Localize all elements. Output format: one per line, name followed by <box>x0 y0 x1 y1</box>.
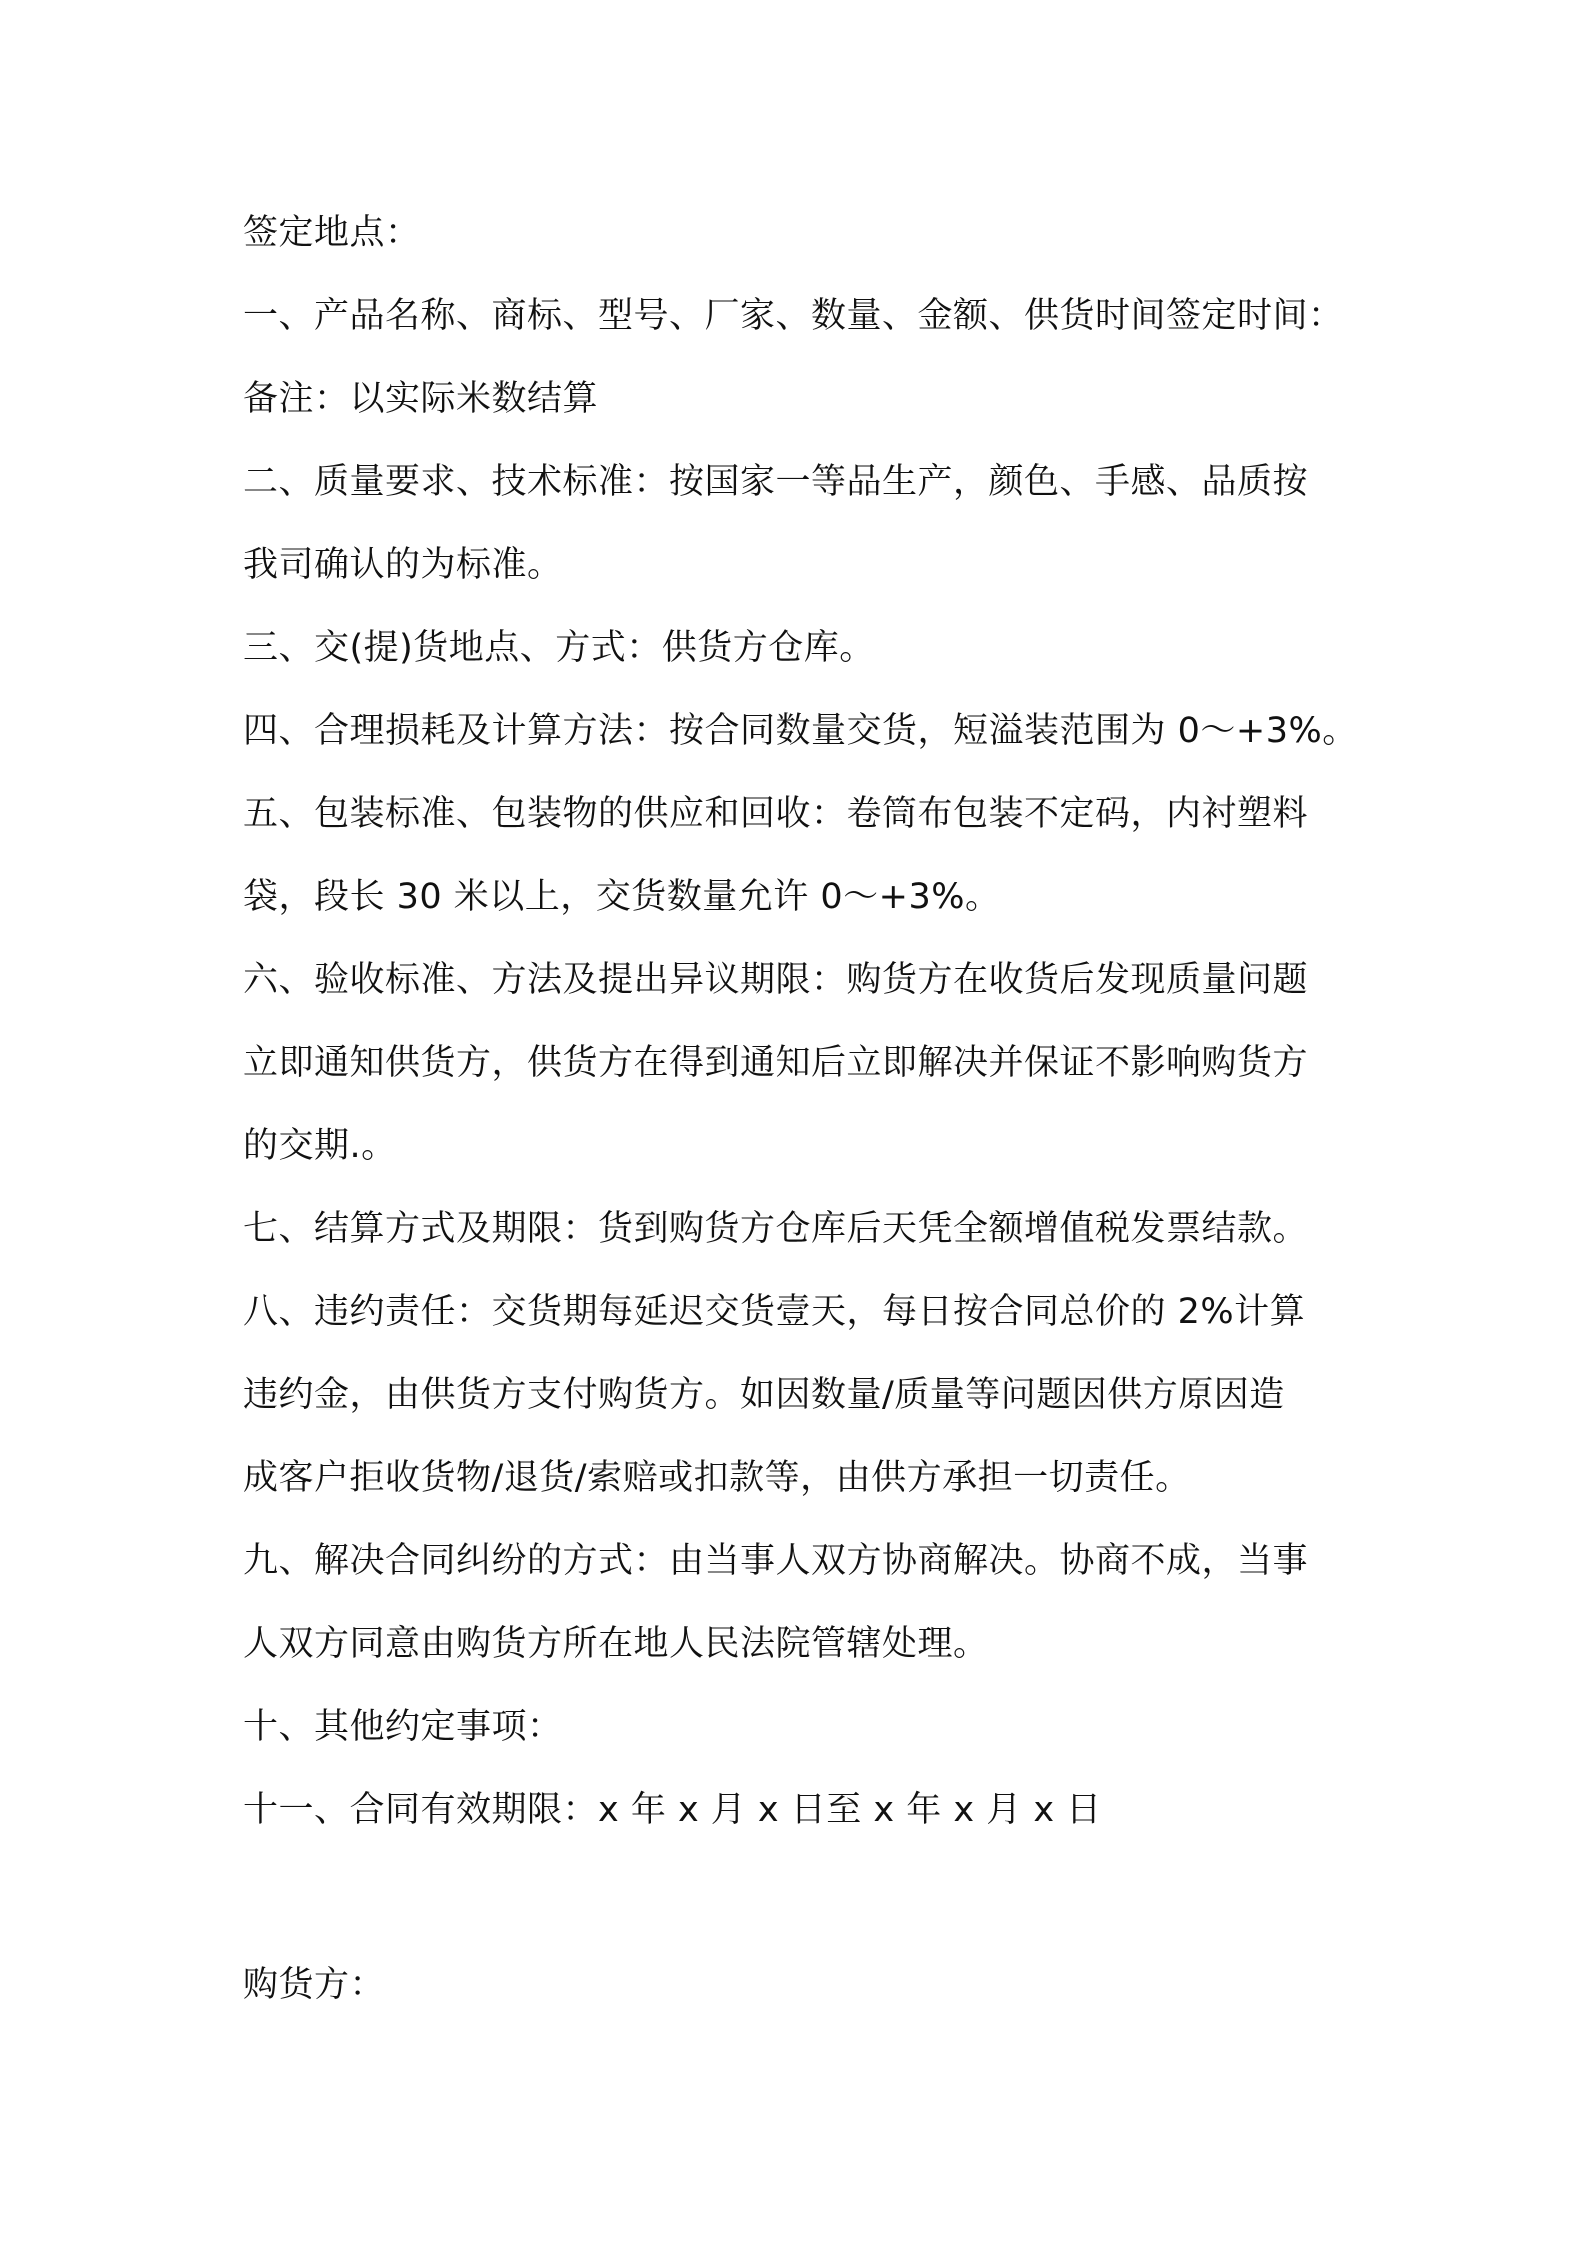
contract-body <box>243 192 1363 2027</box>
clause-7-line: 七、结算方式及期限：货到购货方仓库后天凭全额增值税发票结款。 <box>243 1209 1309 1249</box>
clause-9-line-2: 人双方同意由购货方所在地人民法院管辖处理。 <box>243 1624 989 1664</box>
clause-2-line-2: 我司确认的为标准。 <box>243 545 563 585</box>
clause-2-line-1: 二、质量要求、技术标准：按国家一等品生产，颜色、手感、品质按 <box>243 462 1309 502</box>
clause-3-line: 三、交(提)货地点、方式：供货方仓库。 <box>243 628 875 668</box>
clause-8-line-3: 成客户拒收货物/退货/索赔或扣款等，由供方承担一切责任。 <box>243 1458 1191 1498</box>
section-spacer <box>243 1852 1363 1944</box>
clause-4-line: 四、合理损耗及计算方法：按合同数量交货，短溢装范围为 0～+3%。 <box>243 711 1358 751</box>
clause-6-line-2: 立即通知供货方，供货方在得到通知后立即解决并保证不影响购货方 <box>243 1043 1309 1083</box>
clause-6-line-1: 六、验收标准、方法及提出异议期限：购货方在收货后发现质量问题 <box>243 960 1309 1000</box>
signing-place-line: 签定地点： <box>243 213 421 253</box>
clause-10-line: 十、其他约定事项： <box>243 1707 563 1747</box>
clause-1-line: 一、产品名称、商标、型号、厂家、数量、金额、供货时间签定时间： <box>243 296 1344 336</box>
clause-9-line-1: 九、解决合同纠纷的方式：由当事人双方协商解决。协商不成，当事 <box>243 1541 1309 1581</box>
clause-5-line-1: 五、包装标准、包装物的供应和回收：卷筒布包装不定码，内衬塑料 <box>243 794 1309 834</box>
clause-5-line-2: 袋，段长 30 米以上，交货数量允许 0～+3%。 <box>243 877 1001 917</box>
clause-8-line-2: 违约金，由供货方支付购货方。如因数量/质量等问题因供方原因造 <box>243 1375 1285 1415</box>
remark-line: 备注：以实际米数结算 <box>243 379 599 419</box>
clause-11-line: 十一、合同有效期限：x 年 x 月 x 日至 x 年 x 月 x 日 <box>243 1790 1102 1830</box>
clause-8-line-1: 八、违约责任：交货期每延迟交货壹天，每日按合同总价的 2%计算 <box>243 1292 1306 1332</box>
clause-6-line-3: 的交期.。 <box>243 1126 397 1166</box>
buyer-label-line: 购货方： <box>243 1965 386 2005</box>
